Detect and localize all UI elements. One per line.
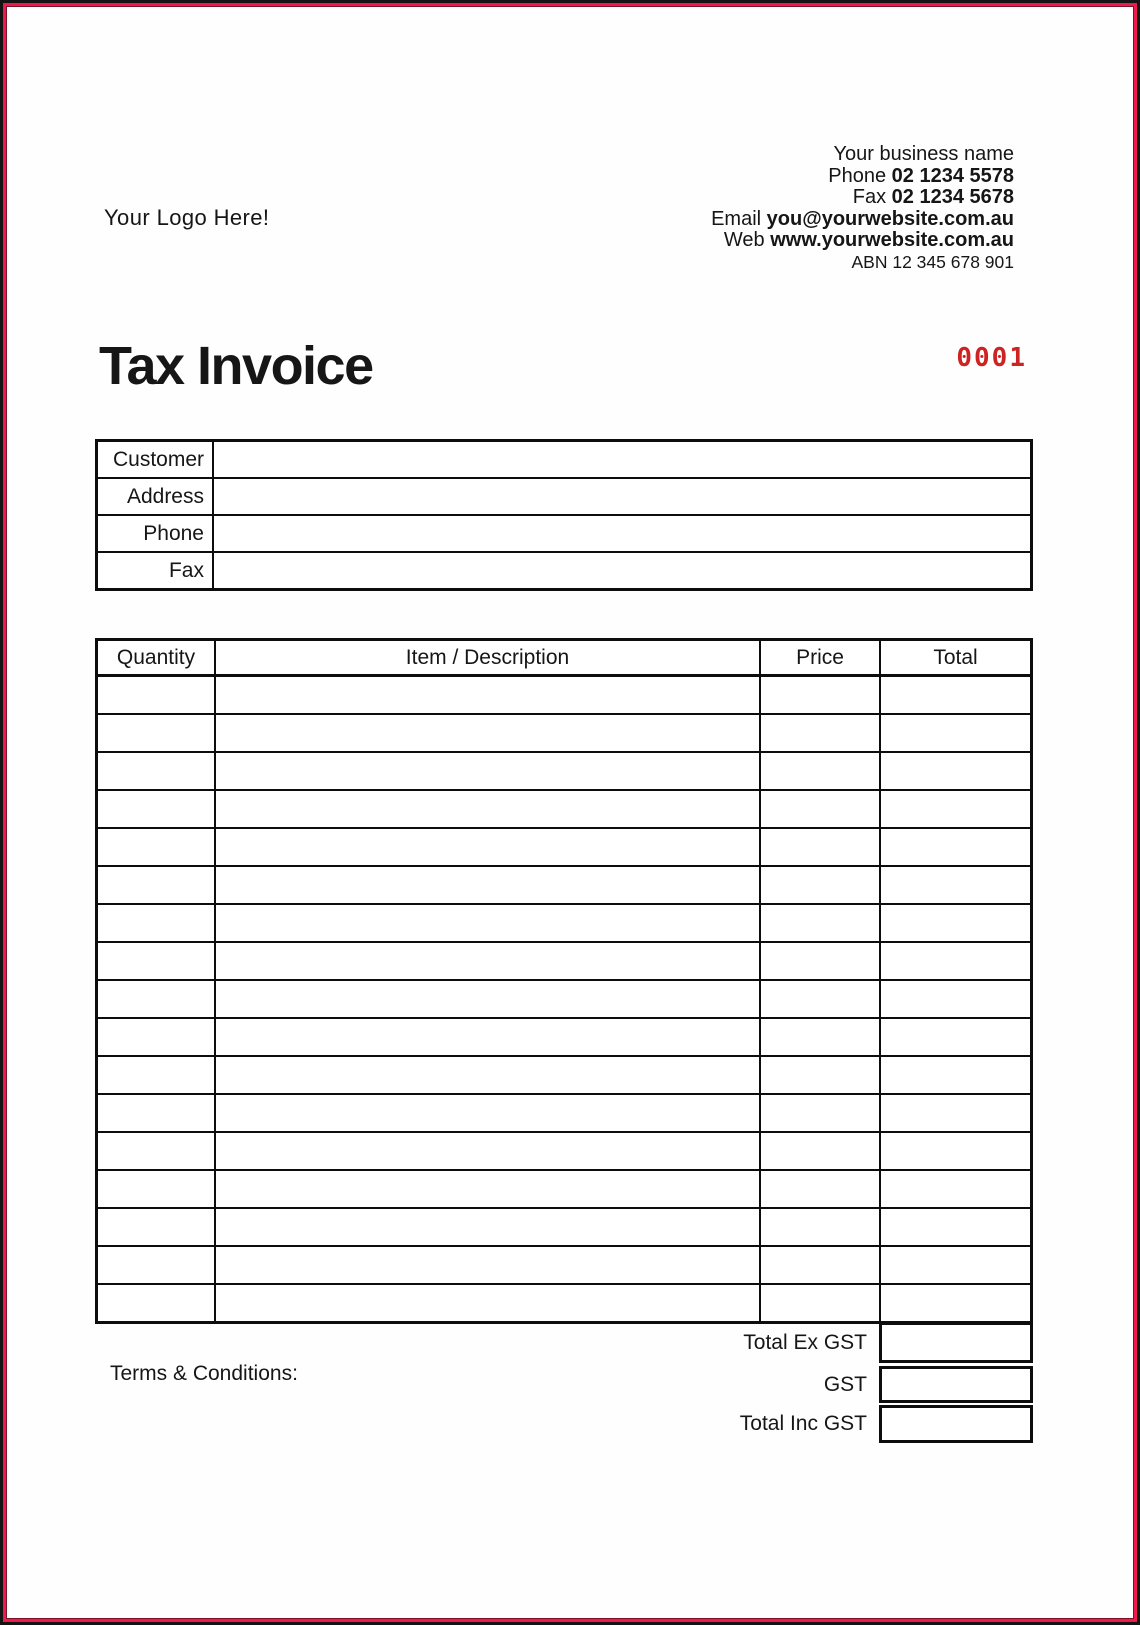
- item-cell-quantity[interactable]: [98, 943, 214, 979]
- item-cell-price[interactable]: [759, 753, 879, 789]
- item-cell-quantity[interactable]: [98, 1285, 214, 1321]
- line-items-table: [95, 638, 1033, 1324]
- contact-email-line: Email you@yourwebsite.com.au: [711, 207, 1014, 230]
- item-cell-total[interactable]: [879, 715, 1030, 751]
- item-cell-item-description[interactable]: [214, 791, 759, 827]
- item-cell-quantity[interactable]: [98, 867, 214, 903]
- item-cell-total[interactable]: [879, 1171, 1030, 1207]
- item-cell-total[interactable]: [879, 753, 1030, 789]
- item-cell-price[interactable]: [759, 1095, 879, 1131]
- item-cell-price[interactable]: [759, 867, 879, 903]
- gst-value-box[interactable]: [879, 1366, 1033, 1403]
- item-cell-total[interactable]: [879, 791, 1030, 827]
- item-cell-item-description[interactable]: [214, 829, 759, 865]
- column-header-quantity: Quantity: [116, 645, 196, 669]
- item-row: [98, 1131, 1030, 1169]
- item-cell-price[interactable]: [759, 1133, 879, 1169]
- address-field[interactable]: [214, 479, 1030, 514]
- business-contact-block: [711, 144, 1014, 274]
- fax-field-label: Fax: [98, 553, 214, 588]
- item-row: [98, 1245, 1030, 1283]
- item-cell-price[interactable]: [759, 1057, 879, 1093]
- total-inc-gst-row: [95, 1405, 1033, 1443]
- invoice-number: 0001: [956, 343, 1027, 373]
- item-cell-item-description[interactable]: [214, 981, 759, 1017]
- item-cell-quantity[interactable]: [98, 1209, 214, 1245]
- item-row: [98, 1207, 1030, 1245]
- customer-name-field[interactable]: [214, 442, 1030, 477]
- column-header-total: Total: [879, 641, 1030, 674]
- item-cell-price[interactable]: [759, 943, 879, 979]
- item-cell-quantity[interactable]: [98, 905, 214, 941]
- item-row: [98, 865, 1030, 903]
- item-cell-price[interactable]: [759, 715, 879, 751]
- gst-label: GST: [823, 1372, 867, 1396]
- item-cell-total[interactable]: [879, 905, 1030, 941]
- column-header-price: Price: [759, 641, 879, 674]
- item-cell-quantity[interactable]: [98, 1171, 214, 1207]
- item-cell-total[interactable]: [879, 981, 1030, 1017]
- phone-field[interactable]: [214, 516, 1030, 551]
- item-cell-price[interactable]: [759, 905, 879, 941]
- item-cell-quantity[interactable]: [98, 829, 214, 865]
- item-cell-item-description[interactable]: [214, 867, 759, 903]
- item-cell-item-description[interactable]: [214, 1209, 759, 1245]
- phone-field-label: Phone: [98, 516, 214, 551]
- contact-fax-line: Fax 02 1234 5678: [852, 186, 1014, 209]
- customer-field-label: Customer: [98, 442, 214, 477]
- address-field-label: Address: [98, 479, 214, 514]
- item-cell-quantity[interactable]: [98, 1057, 214, 1093]
- item-row: [98, 751, 1030, 789]
- item-cell-total[interactable]: [879, 829, 1030, 865]
- item-row: [98, 1169, 1030, 1207]
- item-cell-price[interactable]: [759, 1019, 879, 1055]
- item-cell-quantity[interactable]: [98, 677, 214, 713]
- total-ex-gst-label: Total Ex GST: [743, 1330, 867, 1354]
- item-row: [98, 677, 1030, 713]
- item-cell-total[interactable]: [879, 1285, 1030, 1321]
- contact-phone-line: Phone 02 1234 5578: [828, 164, 1014, 187]
- total-ex-gst-row: [95, 1322, 1033, 1363]
- contact-web-line: Web www.yourwebsite.com.au: [723, 229, 1014, 252]
- item-cell-quantity[interactable]: [98, 1133, 214, 1169]
- item-cell-total[interactable]: [879, 1247, 1030, 1283]
- item-cell-item-description[interactable]: [214, 1171, 759, 1207]
- item-cell-price[interactable]: [759, 1209, 879, 1245]
- item-cell-item-description[interactable]: [214, 715, 759, 751]
- item-row: [98, 1283, 1030, 1321]
- item-row: [98, 1055, 1030, 1093]
- line-items-body: [98, 677, 1030, 1321]
- item-cell-price[interactable]: [759, 677, 879, 713]
- item-cell-quantity[interactable]: [98, 981, 214, 1017]
- item-cell-price[interactable]: [759, 981, 879, 1017]
- column-header-item-description: Item / Description: [214, 641, 759, 674]
- item-cell-item-description[interactable]: [214, 905, 759, 941]
- item-cell-total[interactable]: [879, 1209, 1030, 1245]
- item-cell-price[interactable]: [759, 1247, 879, 1283]
- item-cell-total[interactable]: [879, 867, 1030, 903]
- item-cell-quantity[interactable]: [98, 791, 214, 827]
- item-cell-price[interactable]: [759, 791, 879, 827]
- item-cell-price[interactable]: [759, 829, 879, 865]
- item-row: [98, 789, 1030, 827]
- item-cell-price[interactable]: [759, 1285, 879, 1321]
- item-cell-quantity[interactable]: [98, 715, 214, 751]
- customer-row: [98, 477, 1030, 514]
- item-cell-item-description[interactable]: [214, 1133, 759, 1169]
- item-cell-total[interactable]: [879, 677, 1030, 713]
- item-cell-item-description[interactable]: [214, 753, 759, 789]
- item-cell-quantity[interactable]: [98, 1247, 214, 1283]
- item-cell-total[interactable]: [879, 1019, 1030, 1055]
- customer-row: [98, 514, 1030, 551]
- abn-line: ABN 12 345 678 901: [851, 251, 1014, 272]
- item-row: [98, 941, 1030, 979]
- item-cell-total[interactable]: [879, 943, 1030, 979]
- fax-field[interactable]: [214, 553, 1030, 588]
- total-inc-gst-label: Total Inc GST: [739, 1412, 867, 1435]
- item-cell-price[interactable]: [759, 1171, 879, 1207]
- line-items-header-row: [98, 641, 1030, 677]
- total-ex-gst-value-box[interactable]: [879, 1322, 1033, 1363]
- item-row: [98, 1017, 1030, 1055]
- business-name: Your business name: [833, 143, 1014, 165]
- item-row: [98, 979, 1030, 1017]
- invoice-title: Tax Invoice: [99, 336, 373, 396]
- item-cell-item-description[interactable]: [214, 677, 759, 713]
- logo-placeholder-text: Your Logo Here!: [104, 205, 270, 230]
- item-cell-total[interactable]: [879, 1057, 1030, 1093]
- item-row: [98, 713, 1030, 751]
- total-inc-gst-value-box[interactable]: [879, 1405, 1033, 1443]
- item-cell-quantity[interactable]: [98, 753, 214, 789]
- item-cell-item-description[interactable]: [214, 1057, 759, 1093]
- item-cell-total[interactable]: [879, 1133, 1030, 1169]
- item-row: [98, 1093, 1030, 1131]
- item-cell-item-description[interactable]: [214, 1285, 759, 1321]
- item-row: [98, 827, 1030, 865]
- item-cell-item-description[interactable]: [214, 1019, 759, 1055]
- customer-row: [98, 551, 1030, 588]
- item-cell-item-description[interactable]: [214, 1247, 759, 1283]
- customer-row: [98, 442, 1030, 477]
- item-cell-total[interactable]: [879, 1095, 1030, 1131]
- item-row: [98, 903, 1030, 941]
- item-cell-item-description[interactable]: [214, 1095, 759, 1131]
- terms-and-conditions-label: Terms & Conditions:: [110, 1362, 298, 1385]
- customer-details-table: [95, 439, 1033, 591]
- item-cell-quantity[interactable]: [98, 1095, 214, 1131]
- item-cell-item-description[interactable]: [214, 943, 759, 979]
- item-cell-quantity[interactable]: [98, 1019, 214, 1055]
